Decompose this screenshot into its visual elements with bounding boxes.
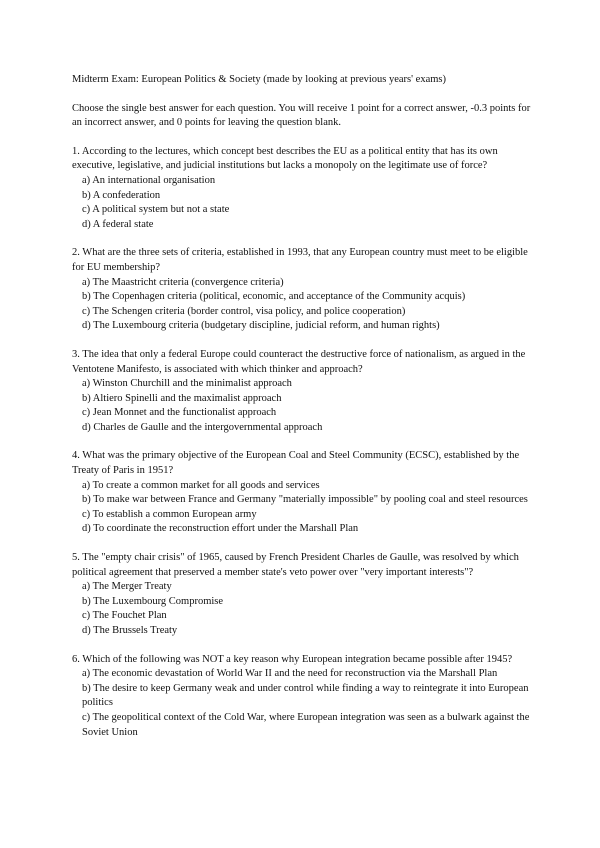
question-text: 5. The "empty chair crisis" of 1965, caused by French President Charles de Gaulle, was resolved by which political agreement that preserved a member state's veto power over "very important interests"? xyxy=(72,552,519,578)
question-text: 2. What are the three sets of criteria, established in 1993, that any European country must meet to be eligible for EU membership? xyxy=(72,247,528,273)
answer-option: c) A political system but not a state xyxy=(82,204,230,216)
answer-option: d) To coordinate the reconstruction effort under the Marshall Plan xyxy=(82,523,359,535)
answer-option: d) A federal state xyxy=(82,218,154,230)
question-6 xyxy=(72,653,532,741)
answer-option: c) The Schengen criteria (border control, visa policy, and police cooperation) xyxy=(82,305,406,317)
answer-option: a) To create a common market for all goods and services xyxy=(82,479,320,491)
answer-option: b) A confederation xyxy=(82,189,161,201)
answer-option: c) Jean Monnet and the functionalist approach xyxy=(82,407,277,419)
question-4 xyxy=(72,449,532,537)
answer-option: a) An international organisation xyxy=(82,174,216,186)
answer-option: b) The Luxembourg Compromise xyxy=(82,595,224,607)
answer-option: a) The Maastricht criteria (convergence criteria) xyxy=(82,276,284,288)
answer-option: a) The economic devastation of World War II and the need for reconstruction via the Marshall Plan xyxy=(82,668,498,680)
question-text: 3. The idea that only a federal Europe could counteract the destructive force of nationalism, as argued in the Ventotene Manifesto, is associated with which thinker and approach? xyxy=(72,348,526,375)
answer-option: d) Charles de Gaulle and the intergovernmental approach xyxy=(82,421,323,433)
question-text: 6. Which of the following was NOT a key reason why European integration became possible after 1945? xyxy=(72,653,513,665)
answer-option: b) The Copenhagen criteria (political, economic, and acceptance of the Community acquis) xyxy=(82,291,466,303)
question-3 xyxy=(72,348,532,436)
answer-option: b) To make war between France and Germany "materially impossible" by pooling coal and steel resources xyxy=(82,494,528,506)
answer-option: b) The desire to keep Germany weak and under control while finding a way to reintegrate it into European politics xyxy=(82,682,529,709)
document-title: Midterm Exam: European Politics & Society (made by looking at previous years' exams) xyxy=(72,74,446,85)
question-text: 4. What was the primary objective of the European Coal and Steel Community (ECSC), established by the Treaty of Paris in 1951? xyxy=(72,450,520,477)
document-content xyxy=(72,73,532,754)
answer-option: d) The Brussels Treaty xyxy=(82,625,178,636)
question-1 xyxy=(72,145,532,233)
answer-option: a) Winston Churchill and the minimalist approach xyxy=(82,378,292,390)
instructions: Choose the single best answer for each question. You will receive 1 point for a correct answer, -0.3 points for an incorrect answer, and 0 points for leaving the question blank. xyxy=(72,102,531,129)
question-list xyxy=(72,145,532,740)
question-2 xyxy=(72,246,532,334)
answer-option: c) The Fouchet Plan xyxy=(82,610,167,622)
question-5 xyxy=(72,551,532,639)
answer-option: d) The Luxembourg criteria (budgetary discipline, judicial reform, and human rights) xyxy=(82,320,440,332)
answer-option: c) The geopolitical context of the Cold War, where European integration was seen as a bulwark against the Soviet Union xyxy=(82,711,530,738)
answer-option: a) The Merger Treaty xyxy=(82,581,172,593)
question-text: 1. According to the lectures, which concept best describes the EU as a political entity that has its own executive, legislative, and judicial institutions but lacks a monopoly on the legitimate use of force? xyxy=(72,145,498,172)
answer-option: b) Altiero Spinelli and the maximalist approach xyxy=(82,392,282,404)
answer-option: c) To establish a common European army xyxy=(82,508,257,520)
